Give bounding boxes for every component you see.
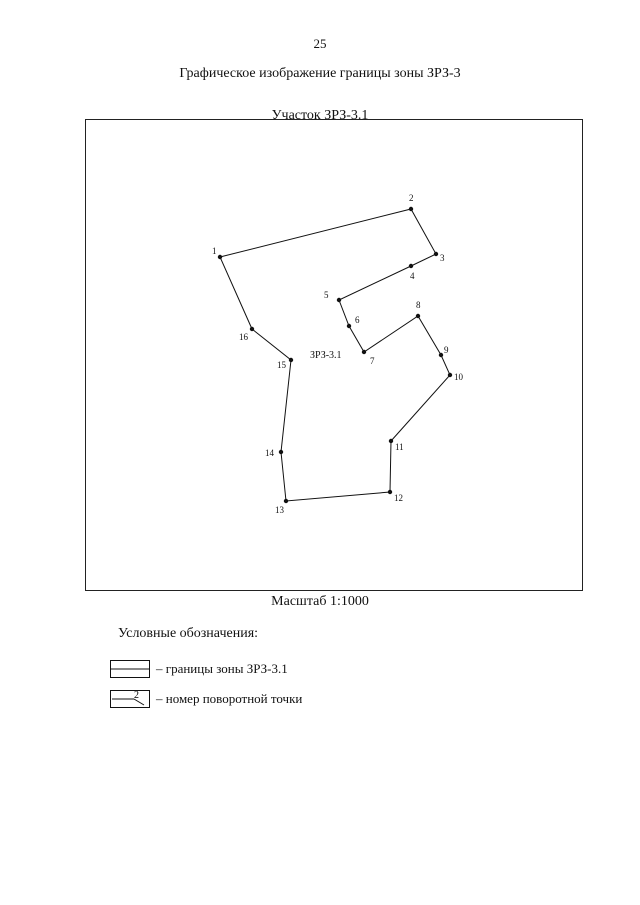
turning-point-11 [389, 439, 393, 443]
plot-title: Участок ЗРЗ-3.1 [271, 108, 369, 123]
turning-point-9 [439, 353, 443, 357]
turning-point-label-8: 8 [416, 300, 421, 310]
turning-point-label-5: 5 [324, 290, 329, 300]
document-title: Графическое изображение границы зоны ЗРЗ-3 [179, 66, 461, 81]
turning-point-label-2: 2 [409, 193, 414, 203]
turning-point-4 [409, 264, 413, 268]
turning-point-12 [388, 490, 392, 494]
turning-point-label-16: 16 [239, 332, 248, 342]
turning-point-2 [409, 207, 413, 211]
turning-point-7 [362, 350, 366, 354]
turning-point-label-15: 15 [277, 360, 286, 370]
point-sample-label: 2 [134, 690, 139, 701]
turning-point-13 [284, 499, 288, 503]
page-number: 25 [313, 36, 327, 51]
turning-point-label-9: 9 [444, 345, 449, 355]
legend-boundary-text: – границы зоны ЗРЗ-3.1 [156, 661, 288, 676]
turning-point-5 [337, 298, 341, 302]
legend-point-row [110, 689, 302, 709]
turning-point-label-14: 14 [265, 448, 274, 458]
turning-point-label-4: 4 [410, 271, 415, 281]
boundary-map [86, 120, 584, 592]
turning-point-10 [448, 373, 452, 377]
turning-point-14 [279, 450, 283, 454]
legend-boundary-row [110, 659, 288, 679]
turning-point-label-7: 7 [370, 356, 375, 366]
legend-heading: Условные обозначения: [118, 626, 259, 641]
turning-point-label-11: 11 [395, 442, 404, 452]
turning-point-label-12: 12 [394, 493, 403, 503]
turning-point-swatch [110, 690, 150, 708]
map-frame [85, 119, 583, 591]
turning-point-label-3: 3 [440, 253, 445, 263]
turning-point-label-1: 1 [212, 246, 217, 256]
turning-point-label-13: 13 [275, 505, 284, 515]
turning-point-6 [347, 324, 351, 328]
zone-label: ЗРЗ-3.1 [310, 350, 342, 361]
turning-point-15 [289, 358, 293, 362]
boundary-line-swatch [110, 660, 150, 678]
scale-label: Масштаб 1:1000 [271, 594, 369, 609]
turning-point-16 [250, 327, 254, 331]
turning-point-3 [434, 252, 438, 256]
legend-point-text: – номер поворотной точки [156, 691, 303, 706]
turning-point-1 [218, 255, 222, 259]
turning-point-label-10: 10 [454, 372, 463, 382]
turning-point-label-6: 6 [355, 315, 360, 325]
turning-point-8 [416, 314, 420, 318]
